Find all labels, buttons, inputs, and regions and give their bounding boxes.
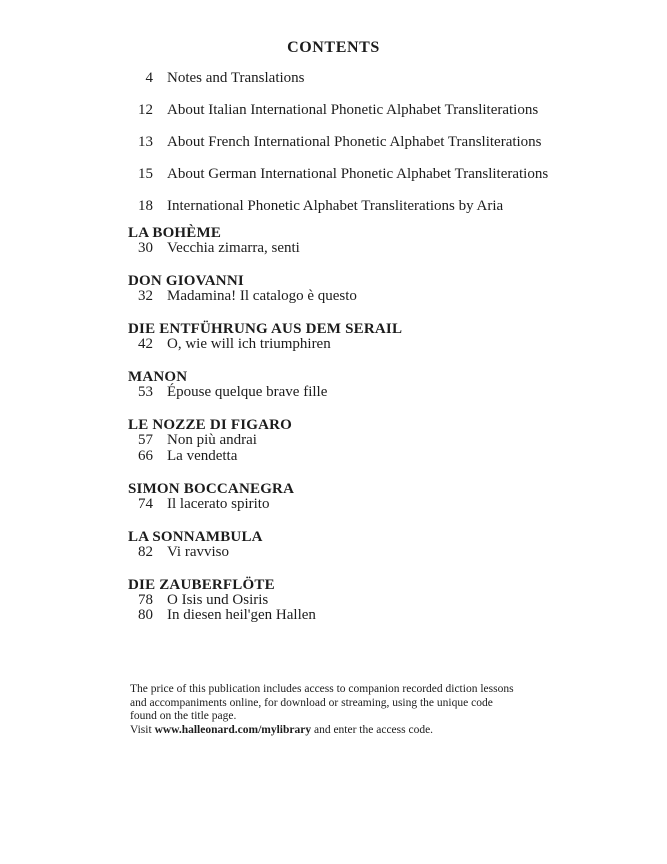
toc-entry <box>128 337 637 353</box>
front-matter-list <box>128 71 637 215</box>
opera-title: SIMON BOCCANEGRA <box>128 480 295 497</box>
opera-section <box>128 417 637 464</box>
entry-page-number: 4 <box>145 70 153 86</box>
entry-page-number: 15 <box>138 166 153 182</box>
opera-section <box>128 321 637 353</box>
access-url-line <box>130 724 550 738</box>
entry-title: Épouse quelque brave fille <box>167 384 328 400</box>
toc-entry <box>128 167 637 183</box>
visit-suffix: and enter the access code. <box>311 723 434 736</box>
toc-entry <box>128 71 637 87</box>
entry-page-number: 57 <box>138 432 153 448</box>
opera-section <box>128 369 637 401</box>
entry-page-number: 13 <box>138 134 153 150</box>
access-note-text <box>130 683 550 724</box>
entry-title: Notes and Translations <box>167 70 305 86</box>
toc-entry <box>128 433 637 449</box>
opera-title: LE NOZZE DI FIGARO <box>128 417 293 433</box>
entry-title: About French International Phonetic Alphabet Transliterations <box>167 134 542 150</box>
toc-entry <box>128 385 637 401</box>
entry-title: O Isis und Osiris <box>167 591 269 608</box>
toc-entry <box>128 135 637 151</box>
entry-page-number: 42 <box>138 336 153 352</box>
entry-page-number: 78 <box>138 591 153 608</box>
entry-title: About German International Phonetic Alphabet Transliterations <box>167 166 549 182</box>
entry-page-number: 53 <box>138 384 153 400</box>
opera-section <box>128 225 637 257</box>
entry-title: Madamina! Il catalogo è questo <box>167 288 357 304</box>
opera-section <box>128 481 637 513</box>
toc-entry <box>128 449 637 465</box>
opera-section <box>128 529 637 561</box>
access-note-line: found on the title page. <box>130 710 237 722</box>
entry-title: In diesen heil'gen Hallen <box>167 607 316 623</box>
access-note-line: and accompaniments online, for download or streaming, using the unique code <box>130 696 493 709</box>
entry-title: Non più andrai <box>167 432 257 448</box>
entry-page-number: 18 <box>138 198 153 214</box>
entry-title: Vi ravviso <box>167 543 230 560</box>
opera-title: DIE ENTFÜHRUNG AUS DEM SERAIL <box>128 321 403 337</box>
opera-title: DIE ZAUBERFLÖTE <box>128 576 275 593</box>
entry-title: O, wie will ich triumphiren <box>167 336 331 352</box>
entry-page-number: 66 <box>138 447 153 464</box>
opera-sections <box>128 225 637 624</box>
toc-entry <box>128 241 637 257</box>
access-note <box>130 683 550 737</box>
entry-page-number: 12 <box>138 102 153 118</box>
entry-page-number: 74 <box>138 495 153 512</box>
toc-entry <box>128 545 637 561</box>
toc-entry <box>128 289 637 305</box>
opera-title: LA SONNAMBULA <box>128 528 263 545</box>
opera-section <box>128 273 637 305</box>
entry-page-number: 82 <box>138 543 153 560</box>
entry-title: Il lacerato spirito <box>167 495 270 512</box>
toc-entry <box>128 608 637 624</box>
entry-title: La vendetta <box>167 447 238 464</box>
visit-prefix: Visit <box>130 723 155 736</box>
toc-entry <box>128 103 637 119</box>
opera-title: MANON <box>128 369 188 385</box>
toc-entry <box>128 497 637 513</box>
entry-title: International Phonetic Alphabet Transliterations by Aria <box>167 198 504 214</box>
opera-title: LA BOHÈME <box>128 225 222 241</box>
entry-title: Vecchia zimarra, senti <box>167 240 300 256</box>
library-url: www.halleonard.com/mylibrary <box>154 723 312 736</box>
opera-title: DON GIOVANNI <box>128 273 244 289</box>
access-note-line: The price of this publication includes access to companion recorded diction lessons <box>130 683 514 695</box>
entry-page-number: 80 <box>138 607 153 623</box>
toc-entry <box>128 593 637 609</box>
entry-page-number: 30 <box>138 240 153 256</box>
opera-section <box>128 577 637 624</box>
table-of-contents <box>128 71 637 624</box>
entry-page-number: 32 <box>138 288 153 304</box>
toc-entry <box>128 199 637 215</box>
page-title: CONTENTS <box>287 39 380 56</box>
entry-title: About Italian International Phonetic Alphabet Transliterations <box>167 102 539 118</box>
